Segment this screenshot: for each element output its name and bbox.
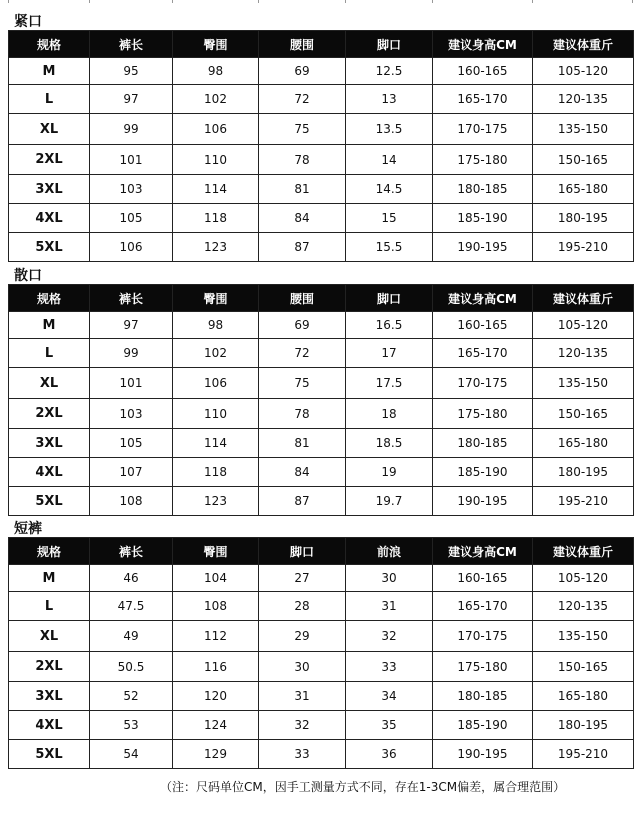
table-cell: 160-165 (433, 312, 533, 339)
table-cell: 195-210 (533, 740, 634, 769)
table-cell: 120-135 (533, 85, 634, 114)
table-cell: 118 (173, 458, 259, 487)
table-cell: 123 (173, 487, 259, 516)
table-row (9, 458, 634, 487)
table-cell: 102 (173, 85, 259, 114)
table-cell: 105 (90, 429, 173, 458)
table-cell: 105-120 (533, 58, 634, 85)
column-header: 臀围 (173, 538, 259, 565)
table-cell: 18 (346, 399, 433, 429)
size-label-cell: XL (9, 621, 90, 652)
table-cell: 30 (346, 565, 433, 592)
table-cell: 185-190 (433, 204, 533, 233)
size-label-cell: 2XL (9, 399, 90, 429)
table-cell: 180-195 (533, 204, 634, 233)
table-cell: 135-150 (533, 621, 634, 652)
size-table-loose-cuff (8, 284, 634, 516)
size-table-tight-cuff (8, 30, 634, 262)
column-header: 裤长 (90, 538, 173, 565)
size-label-cell: 4XL (9, 458, 90, 487)
table-cell: 75 (259, 114, 346, 145)
column-header: 规格 (9, 538, 90, 565)
size-label-cell: 3XL (9, 429, 90, 458)
table-cell: 87 (259, 487, 346, 516)
table-cell: 118 (173, 204, 259, 233)
table-cell: 97 (90, 85, 173, 114)
table-cell: 114 (173, 175, 259, 204)
table-cell: 150-165 (533, 652, 634, 682)
table-cell: 190-195 (433, 233, 533, 262)
table-cell: 15 (346, 204, 433, 233)
table-cell: 165-180 (533, 682, 634, 711)
size-label-cell: L (9, 85, 90, 114)
table-cell: 160-165 (433, 58, 533, 85)
table-row (9, 565, 634, 592)
table-cell: 160-165 (433, 565, 533, 592)
table-cell: 35 (346, 711, 433, 740)
table-cell: 120 (173, 682, 259, 711)
table-cell: 165-180 (533, 429, 634, 458)
table-cell: 114 (173, 429, 259, 458)
size-label-cell: XL (9, 368, 90, 399)
size-label-cell: 2XL (9, 145, 90, 175)
table-cell: 165-170 (433, 85, 533, 114)
table-cell: 69 (259, 312, 346, 339)
table-cell: 135-150 (533, 114, 634, 145)
table-row (9, 312, 634, 339)
table-cell: 150-165 (533, 399, 634, 429)
table-cell: 98 (173, 312, 259, 339)
table-cell: 129 (173, 740, 259, 769)
column-header: 建议身高CM (433, 538, 533, 565)
table-row (9, 85, 634, 114)
section-title-tight-cuff: 紧口 (14, 14, 42, 30)
table-cell: 150-165 (533, 145, 634, 175)
table-cell: 36 (346, 740, 433, 769)
table-cell: 19 (346, 458, 433, 487)
size-label-cell: 3XL (9, 175, 90, 204)
table-cell: 105-120 (533, 312, 634, 339)
column-header: 建议身高CM (433, 31, 533, 58)
table-cell: 120-135 (533, 592, 634, 621)
table-row (9, 487, 634, 516)
table-cell: 17 (346, 339, 433, 368)
column-header: 脚口 (346, 285, 433, 312)
table-row (9, 652, 634, 682)
table-cell: 104 (173, 565, 259, 592)
table-cell: 14.5 (346, 175, 433, 204)
table-cell: 180-195 (533, 458, 634, 487)
column-header: 建议体重斤 (533, 285, 634, 312)
table-cell: 135-150 (533, 368, 634, 399)
table-cell: 54 (90, 740, 173, 769)
size-label-cell: 2XL (9, 652, 90, 682)
table-cell: 175-180 (433, 652, 533, 682)
table-cell: 108 (90, 487, 173, 516)
table-cell: 33 (346, 652, 433, 682)
table-cell: 69 (259, 58, 346, 85)
table-cell: 99 (90, 339, 173, 368)
table-cell: 195-210 (533, 487, 634, 516)
table-row (9, 711, 634, 740)
column-header: 裤长 (90, 31, 173, 58)
table-cell: 81 (259, 429, 346, 458)
table-row (9, 204, 634, 233)
table-cell: 78 (259, 399, 346, 429)
table-cell: 110 (173, 399, 259, 429)
table-cell: 97 (90, 312, 173, 339)
table-row (9, 429, 634, 458)
table-cell: 106 (90, 233, 173, 262)
table-row (9, 233, 634, 262)
size-label-cell: M (9, 565, 90, 592)
size-label-cell: 3XL (9, 682, 90, 711)
size-label-cell: 5XL (9, 740, 90, 769)
column-header: 腰围 (259, 31, 346, 58)
table-cell: 180-185 (433, 175, 533, 204)
table-cell: 13.5 (346, 114, 433, 145)
table-row (9, 145, 634, 175)
table-cell: 195-210 (533, 233, 634, 262)
table-cell: 28 (259, 592, 346, 621)
column-header: 建议身高CM (433, 285, 533, 312)
table-cell: 124 (173, 711, 259, 740)
table-row (9, 368, 634, 399)
table-row (9, 339, 634, 368)
size-label-cell: XL (9, 114, 90, 145)
table-cell: 190-195 (433, 487, 533, 516)
table-cell: 72 (259, 339, 346, 368)
column-header: 建议体重斤 (533, 31, 634, 58)
table-cell: 72 (259, 85, 346, 114)
table-cell: 185-190 (433, 711, 533, 740)
size-label-cell: 4XL (9, 711, 90, 740)
column-header: 建议体重斤 (533, 538, 634, 565)
table-cell: 31 (346, 592, 433, 621)
table-cell: 105 (90, 204, 173, 233)
table-cell: 165-180 (533, 175, 634, 204)
table-cell: 107 (90, 458, 173, 487)
table-cell: 12.5 (346, 58, 433, 85)
table-cell: 98 (173, 58, 259, 85)
table-cell: 29 (259, 621, 346, 652)
table-cell: 165-170 (433, 592, 533, 621)
table-header-row (9, 285, 634, 312)
table-cell: 19.7 (346, 487, 433, 516)
table-cell: 87 (259, 233, 346, 262)
table-cell: 106 (173, 368, 259, 399)
table-header-row (9, 31, 634, 58)
section-title-loose-cuff: 散口 (14, 268, 42, 284)
table-cell: 84 (259, 458, 346, 487)
column-header: 脚口 (259, 538, 346, 565)
column-header: 前浪 (346, 538, 433, 565)
table-cell: 47.5 (90, 592, 173, 621)
table-cell: 175-180 (433, 399, 533, 429)
table-cell: 180-195 (533, 711, 634, 740)
table-cell: 52 (90, 682, 173, 711)
size-label-cell: 4XL (9, 204, 90, 233)
table-cell: 34 (346, 682, 433, 711)
table-cell: 101 (90, 368, 173, 399)
table-cell: 102 (173, 339, 259, 368)
column-header: 规格 (9, 285, 90, 312)
table-row (9, 399, 634, 429)
table-cell: 33 (259, 740, 346, 769)
column-header: 脚口 (346, 31, 433, 58)
table-cell: 185-190 (433, 458, 533, 487)
table-cell: 170-175 (433, 621, 533, 652)
table-cell: 180-185 (433, 682, 533, 711)
measurement-note: （注：尺码单位CM，因手工测量方式不同，存在1-3CM偏差，属合理范围） (160, 780, 566, 794)
column-header: 裤长 (90, 285, 173, 312)
section-title-shorts: 短裤 (14, 521, 42, 537)
column-header: 臀围 (173, 285, 259, 312)
table-cell: 180-185 (433, 429, 533, 458)
table-cell: 95 (90, 58, 173, 85)
table-cell: 32 (259, 711, 346, 740)
table-cell: 53 (90, 711, 173, 740)
table-cell: 81 (259, 175, 346, 204)
table-cell: 112 (173, 621, 259, 652)
table-cell: 78 (259, 145, 346, 175)
table-row (9, 740, 634, 769)
size-label-cell: 5XL (9, 487, 90, 516)
table-cell: 190-195 (433, 740, 533, 769)
table-cell: 16.5 (346, 312, 433, 339)
table-header-row (9, 538, 634, 565)
table-cell: 170-175 (433, 368, 533, 399)
table-cell: 123 (173, 233, 259, 262)
size-label-cell: L (9, 592, 90, 621)
table-cell: 17.5 (346, 368, 433, 399)
table-row (9, 621, 634, 652)
table-row (9, 114, 634, 145)
table-row (9, 175, 634, 204)
column-header: 腰围 (259, 285, 346, 312)
table-cell: 99 (90, 114, 173, 145)
table-row (9, 58, 634, 85)
table-cell: 18.5 (346, 429, 433, 458)
table-cell: 13 (346, 85, 433, 114)
size-label-cell: M (9, 58, 90, 85)
size-label-cell: L (9, 339, 90, 368)
table-cell: 49 (90, 621, 173, 652)
size-table-shorts (8, 537, 634, 769)
table-cell: 108 (173, 592, 259, 621)
size-label-cell: 5XL (9, 233, 90, 262)
table-cell: 105-120 (533, 565, 634, 592)
table-cell: 30 (259, 652, 346, 682)
table-cell: 170-175 (433, 114, 533, 145)
table-row (9, 682, 634, 711)
column-header: 臀围 (173, 31, 259, 58)
table-row (9, 592, 634, 621)
table-cell: 175-180 (433, 145, 533, 175)
table-cell: 84 (259, 204, 346, 233)
table-cell: 110 (173, 145, 259, 175)
table-cell: 165-170 (433, 339, 533, 368)
table-cell: 116 (173, 652, 259, 682)
table-cell: 31 (259, 682, 346, 711)
table-cell: 103 (90, 399, 173, 429)
table-cell: 50.5 (90, 652, 173, 682)
table-cell: 32 (346, 621, 433, 652)
column-header: 规格 (9, 31, 90, 58)
size-label-cell: M (9, 312, 90, 339)
table-cell: 15.5 (346, 233, 433, 262)
table-cell: 106 (173, 114, 259, 145)
table-cell: 75 (259, 368, 346, 399)
table-cell: 101 (90, 145, 173, 175)
table-cell: 46 (90, 565, 173, 592)
top-divider (0, 0, 640, 3)
table-cell: 14 (346, 145, 433, 175)
table-cell: 27 (259, 565, 346, 592)
table-cell: 103 (90, 175, 173, 204)
table-cell: 120-135 (533, 339, 634, 368)
